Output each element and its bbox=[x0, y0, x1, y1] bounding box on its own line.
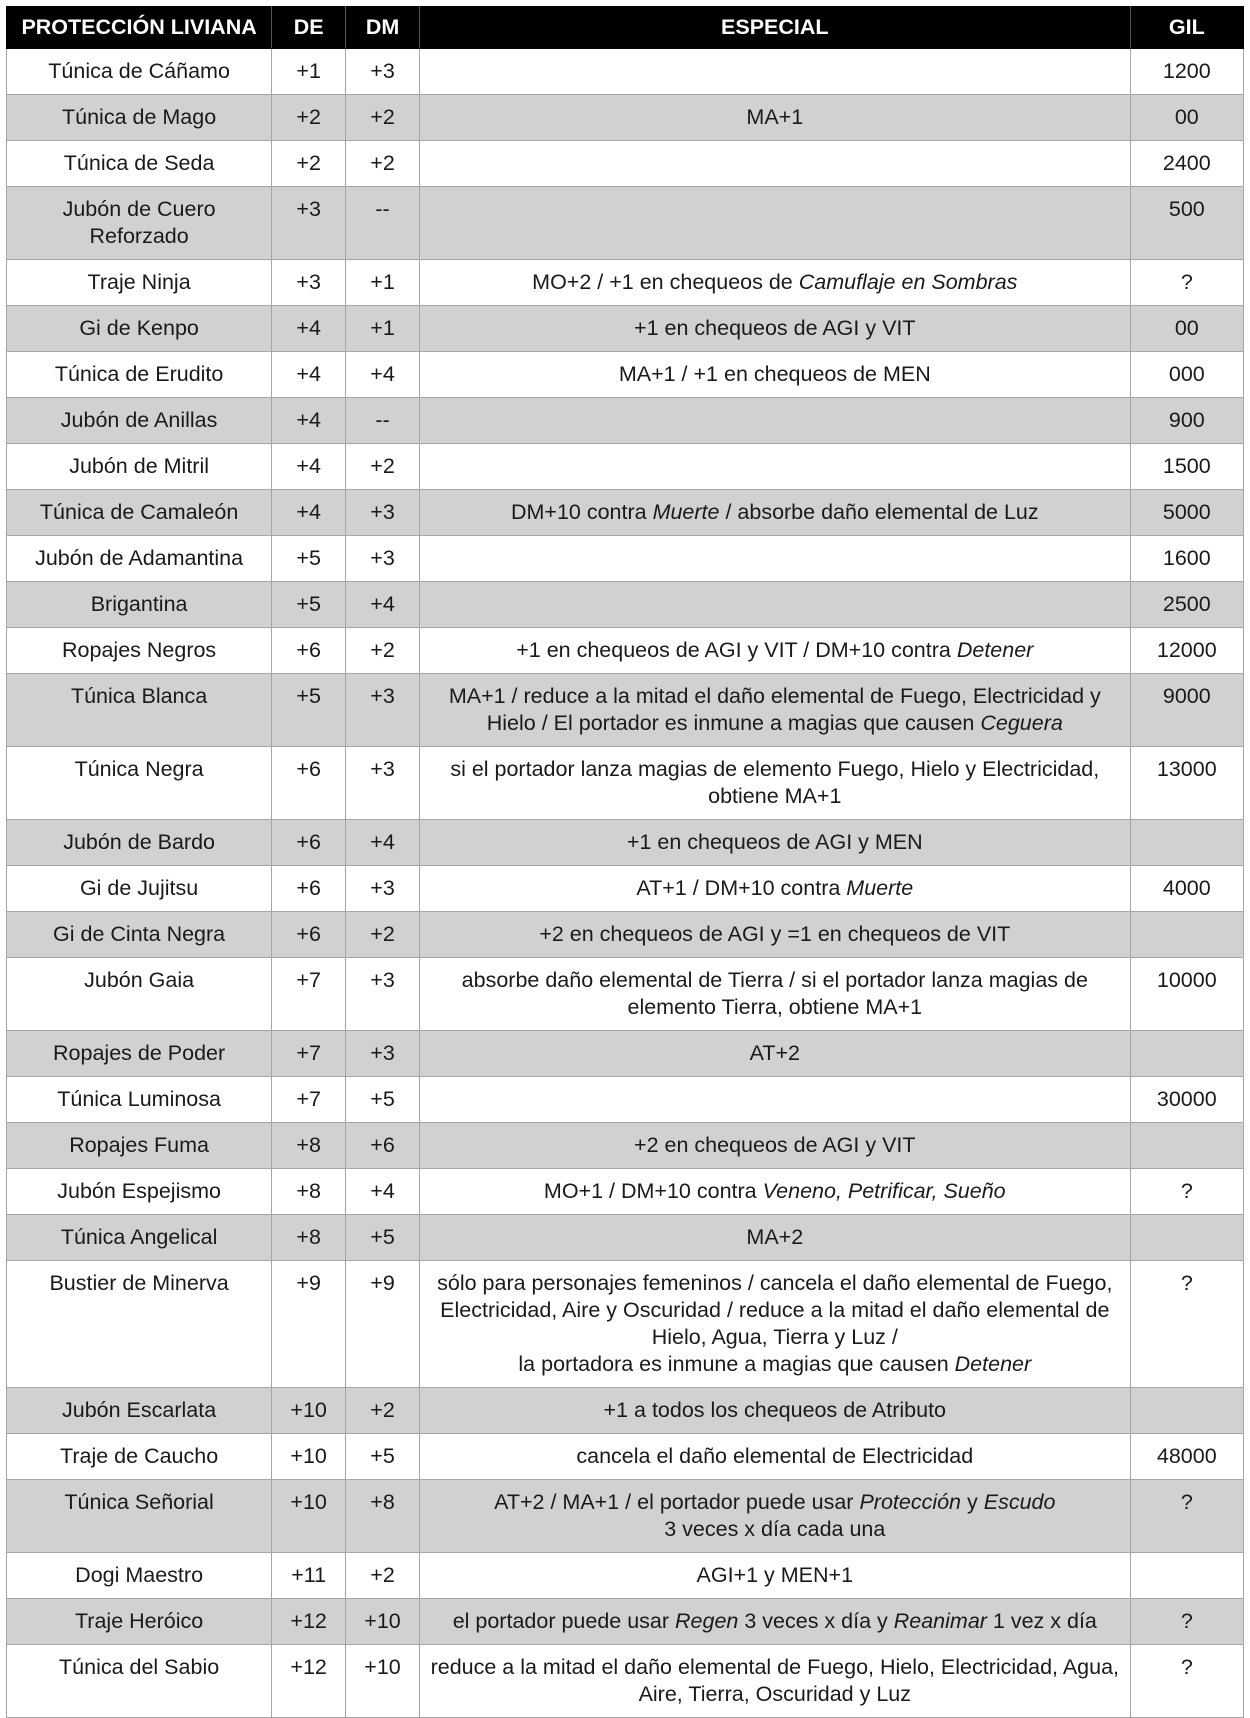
cell-name: Gi de Cinta Negra bbox=[7, 912, 272, 958]
cell-name: Túnica de Camaleón bbox=[7, 490, 272, 536]
cell-name: Túnica de Erudito bbox=[7, 352, 272, 398]
cell-de: +8 bbox=[272, 1215, 346, 1261]
table-row bbox=[7, 352, 1244, 398]
cell-de: +7 bbox=[272, 958, 346, 1031]
table-row bbox=[7, 1388, 1244, 1434]
cell-de: +7 bbox=[272, 1031, 346, 1077]
cell-name: Túnica Blanca bbox=[7, 674, 272, 747]
table-row bbox=[7, 1261, 1244, 1388]
cell-de: +3 bbox=[272, 260, 346, 306]
cell-de: +6 bbox=[272, 912, 346, 958]
table-row bbox=[7, 582, 1244, 628]
cell-name: Traje Ninja bbox=[7, 260, 272, 306]
table-row bbox=[7, 1434, 1244, 1480]
cell-gil: 30000 bbox=[1130, 1077, 1243, 1123]
cell-gil: 12000 bbox=[1130, 628, 1243, 674]
cell-name: Jubón de Mitril bbox=[7, 444, 272, 490]
cell-gil bbox=[1130, 912, 1243, 958]
cell-name: Jubón Espejismo bbox=[7, 1169, 272, 1215]
cell-gil bbox=[1130, 1031, 1243, 1077]
cell-de: +1 bbox=[272, 49, 346, 95]
cell-especial: +1 en chequeos de AGI y MEN bbox=[419, 820, 1130, 866]
italic-term: Camuflaje en Sombras bbox=[798, 270, 1018, 294]
cell-especial: si el portador lanza magias de elemento Fuego, Hielo y Electricidad, obtiene MA+1 bbox=[419, 747, 1130, 820]
cell-name: Jubón de Anillas bbox=[7, 398, 272, 444]
cell-de: +4 bbox=[272, 398, 346, 444]
cell-dm: +5 bbox=[346, 1215, 420, 1261]
cell-gil: 5000 bbox=[1130, 490, 1243, 536]
cell-especial: MO+1 / DM+10 contra Veneno, Petrificar, Sueño bbox=[419, 1169, 1130, 1215]
table-row bbox=[7, 490, 1244, 536]
cell-dm: +5 bbox=[346, 1434, 420, 1480]
cell-gil: 48000 bbox=[1130, 1434, 1243, 1480]
table-row bbox=[7, 820, 1244, 866]
cell-name: Ropajes Negros bbox=[7, 628, 272, 674]
table-header bbox=[7, 7, 1244, 49]
cell-especial: +1 en chequeos de AGI y VIT bbox=[419, 306, 1130, 352]
cell-especial: el portador puede usar Regen 3 veces x día y Reanimar 1 vez x día bbox=[419, 1599, 1130, 1645]
header-dm: DM bbox=[346, 7, 420, 49]
cell-dm: +10 bbox=[346, 1599, 420, 1645]
cell-dm: +2 bbox=[346, 95, 420, 141]
cell-especial: AT+2 bbox=[419, 1031, 1130, 1077]
cell-gil: 9000 bbox=[1130, 674, 1243, 747]
italic-term: Ceguera bbox=[980, 711, 1063, 735]
cell-de: +7 bbox=[272, 1077, 346, 1123]
cell-name: Brigantina bbox=[7, 582, 272, 628]
cell-de: +4 bbox=[272, 306, 346, 352]
cell-de: +6 bbox=[272, 866, 346, 912]
cell-name: Túnica Señorial bbox=[7, 1480, 272, 1553]
table-row bbox=[7, 958, 1244, 1031]
cell-name: Túnica de Seda bbox=[7, 141, 272, 187]
table-row bbox=[7, 628, 1244, 674]
cell-name: Túnica de Cáñamo bbox=[7, 49, 272, 95]
cell-especial: MA+2 bbox=[419, 1215, 1130, 1261]
cell-dm: +3 bbox=[346, 49, 420, 95]
cell-especial: MA+1 bbox=[419, 95, 1130, 141]
cell-de: +12 bbox=[272, 1645, 346, 1718]
table-row bbox=[7, 536, 1244, 582]
cell-especial bbox=[419, 141, 1130, 187]
cell-name: Jubón de Adamantina bbox=[7, 536, 272, 582]
cell-dm: +5 bbox=[346, 1077, 420, 1123]
italic-term: Muerte bbox=[652, 500, 720, 524]
cell-dm: +2 bbox=[346, 1553, 420, 1599]
cell-name: Túnica de Mago bbox=[7, 95, 272, 141]
cell-dm: +2 bbox=[346, 912, 420, 958]
table-row bbox=[7, 1215, 1244, 1261]
cell-gil: ? bbox=[1130, 1480, 1243, 1553]
cell-gil: 13000 bbox=[1130, 747, 1243, 820]
cell-de: +8 bbox=[272, 1169, 346, 1215]
cell-gil: 1600 bbox=[1130, 536, 1243, 582]
cell-especial: cancela el daño elemental de Electricidad bbox=[419, 1434, 1130, 1480]
cell-de: +5 bbox=[272, 582, 346, 628]
header-especial: ESPECIAL bbox=[419, 7, 1130, 49]
table-row bbox=[7, 1645, 1244, 1718]
cell-dm: +6 bbox=[346, 1123, 420, 1169]
cell-especial: MA+1 / reduce a la mitad el daño elemental de Fuego, Electricidad y Hielo / El portador es inmune a magias que causen Ceguera bbox=[419, 674, 1130, 747]
cell-gil bbox=[1130, 1215, 1243, 1261]
cell-especial bbox=[419, 444, 1130, 490]
cell-gil: 1500 bbox=[1130, 444, 1243, 490]
cell-gil: 2400 bbox=[1130, 141, 1243, 187]
cell-name: Túnica del Sabio bbox=[7, 1645, 272, 1718]
header-de: DE bbox=[272, 7, 346, 49]
table-row bbox=[7, 444, 1244, 490]
cell-gil: ? bbox=[1130, 1645, 1243, 1718]
cell-gil: 900 bbox=[1130, 398, 1243, 444]
cell-name: Traje de Caucho bbox=[7, 1434, 272, 1480]
cell-name: Traje Heróico bbox=[7, 1599, 272, 1645]
cell-especial bbox=[419, 49, 1130, 95]
cell-dm: -- bbox=[346, 187, 420, 260]
cell-especial: AT+1 / DM+10 contra Muerte bbox=[419, 866, 1130, 912]
cell-de: +3 bbox=[272, 187, 346, 260]
header-gil: GIL bbox=[1130, 7, 1243, 49]
table-row bbox=[7, 49, 1244, 95]
table-row bbox=[7, 747, 1244, 820]
cell-especial: +1 a todos los chequeos de Atributo bbox=[419, 1388, 1130, 1434]
cell-gil: 00 bbox=[1130, 95, 1243, 141]
cell-name: Túnica Angelical bbox=[7, 1215, 272, 1261]
cell-especial: MA+1 / +1 en chequeos de MEN bbox=[419, 352, 1130, 398]
cell-dm: +4 bbox=[346, 1169, 420, 1215]
cell-dm: +9 bbox=[346, 1261, 420, 1388]
table-row bbox=[7, 1123, 1244, 1169]
table-row bbox=[7, 674, 1244, 747]
cell-dm: +3 bbox=[346, 747, 420, 820]
cell-gil: 000 bbox=[1130, 352, 1243, 398]
cell-gil: 10000 bbox=[1130, 958, 1243, 1031]
cell-dm: +3 bbox=[346, 866, 420, 912]
cell-de: +4 bbox=[272, 490, 346, 536]
cell-dm: +4 bbox=[346, 582, 420, 628]
cell-de: +6 bbox=[272, 820, 346, 866]
italic-term: Muerte bbox=[846, 876, 914, 900]
cell-de: +8 bbox=[272, 1123, 346, 1169]
cell-name: Jubón Escarlata bbox=[7, 1388, 272, 1434]
italic-term: Escudo bbox=[983, 1490, 1056, 1514]
table-row bbox=[7, 1031, 1244, 1077]
cell-gil: 4000 bbox=[1130, 866, 1243, 912]
table-row bbox=[7, 306, 1244, 352]
cell-especial: sólo para personajes femeninos / cancela el daño elemental de Fuego, Electricidad, Aire y Oscuridad / reduce a la mitad el daño elemental de Hielo, Agua, Tierra y Luz / la portadora es inmune a magias que causen Detener bbox=[419, 1261, 1130, 1388]
table-row bbox=[7, 912, 1244, 958]
table-row bbox=[7, 95, 1244, 141]
cell-de: +12 bbox=[272, 1599, 346, 1645]
cell-de: +6 bbox=[272, 747, 346, 820]
cell-de: +9 bbox=[272, 1261, 346, 1388]
cell-de: +4 bbox=[272, 444, 346, 490]
cell-especial bbox=[419, 536, 1130, 582]
cell-de: +4 bbox=[272, 352, 346, 398]
cell-name: Ropajes Fuma bbox=[7, 1123, 272, 1169]
cell-de: +5 bbox=[272, 536, 346, 582]
cell-especial: MO+2 / +1 en chequeos de Camuflaje en Sombras bbox=[419, 260, 1130, 306]
cell-dm: +3 bbox=[346, 958, 420, 1031]
cell-gil: ? bbox=[1130, 260, 1243, 306]
cell-dm: +2 bbox=[346, 1388, 420, 1434]
cell-especial bbox=[419, 582, 1130, 628]
cell-dm: +1 bbox=[346, 260, 420, 306]
cell-gil bbox=[1130, 1123, 1243, 1169]
cell-de: +6 bbox=[272, 628, 346, 674]
cell-dm: +1 bbox=[346, 306, 420, 352]
cell-dm: +3 bbox=[346, 536, 420, 582]
italic-term: Protección bbox=[859, 1490, 962, 1514]
cell-gil bbox=[1130, 820, 1243, 866]
cell-dm: +4 bbox=[346, 352, 420, 398]
cell-gil: ? bbox=[1130, 1261, 1243, 1388]
cell-de: +5 bbox=[272, 674, 346, 747]
cell-especial bbox=[419, 1077, 1130, 1123]
cell-name: Jubón de Cuero Reforzado bbox=[7, 187, 272, 260]
cell-especial bbox=[419, 398, 1130, 444]
table-row bbox=[7, 187, 1244, 260]
table-row bbox=[7, 1169, 1244, 1215]
cell-gil: ? bbox=[1130, 1599, 1243, 1645]
cell-especial: AGI+1 y MEN+1 bbox=[419, 1553, 1130, 1599]
table-row bbox=[7, 141, 1244, 187]
cell-dm: +2 bbox=[346, 444, 420, 490]
table-row bbox=[7, 260, 1244, 306]
cell-de: +10 bbox=[272, 1388, 346, 1434]
italic-term: Veneno, Petrificar, Sueño bbox=[762, 1179, 1006, 1203]
italic-term: Regen bbox=[675, 1609, 739, 1633]
cell-gil: 00 bbox=[1130, 306, 1243, 352]
cell-dm: +3 bbox=[346, 674, 420, 747]
table-row bbox=[7, 866, 1244, 912]
light-protection-table bbox=[6, 6, 1244, 1718]
cell-name: Dogi Maestro bbox=[7, 1553, 272, 1599]
cell-especial: DM+10 contra Muerte / absorbe daño elemental de Luz bbox=[419, 490, 1130, 536]
cell-dm: -- bbox=[346, 398, 420, 444]
cell-dm: +8 bbox=[346, 1480, 420, 1553]
cell-gil: 2500 bbox=[1130, 582, 1243, 628]
header-row bbox=[7, 7, 1244, 49]
cell-gil: 1200 bbox=[1130, 49, 1243, 95]
table-body bbox=[7, 49, 1244, 1718]
table-row bbox=[7, 398, 1244, 444]
cell-de: +10 bbox=[272, 1434, 346, 1480]
cell-especial bbox=[419, 187, 1130, 260]
cell-name: Gi de Jujitsu bbox=[7, 866, 272, 912]
italic-term: Detener bbox=[956, 638, 1034, 662]
cell-gil bbox=[1130, 1553, 1243, 1599]
cell-name: Jubón Gaia bbox=[7, 958, 272, 1031]
cell-name: Ropajes de Poder bbox=[7, 1031, 272, 1077]
cell-dm: +2 bbox=[346, 141, 420, 187]
cell-de: +2 bbox=[272, 95, 346, 141]
cell-dm: +3 bbox=[346, 490, 420, 536]
cell-especial: +2 en chequeos de AGI y VIT bbox=[419, 1123, 1130, 1169]
cell-especial: absorbe daño elemental de Tierra / si el portador lanza magias de elemento Tierra, obtiene MA+1 bbox=[419, 958, 1130, 1031]
cell-gil bbox=[1130, 1388, 1243, 1434]
cell-dm: +10 bbox=[346, 1645, 420, 1718]
cell-gil: ? bbox=[1130, 1169, 1243, 1215]
cell-especial: +1 en chequeos de AGI y VIT / DM+10 contra Detener bbox=[419, 628, 1130, 674]
cell-name: Túnica Luminosa bbox=[7, 1077, 272, 1123]
cell-name: Gi de Kenpo bbox=[7, 306, 272, 352]
cell-dm: +4 bbox=[346, 820, 420, 866]
table-row bbox=[7, 1077, 1244, 1123]
cell-dm: +2 bbox=[346, 628, 420, 674]
header-protection: PROTECCIÓN LIVIANA bbox=[7, 7, 272, 49]
cell-especial: AT+2 / MA+1 / el portador puede usar Protección y Escudo 3 veces x día cada una bbox=[419, 1480, 1130, 1553]
table-row bbox=[7, 1599, 1244, 1645]
cell-name: Bustier de Minerva bbox=[7, 1261, 272, 1388]
italic-term: Detener bbox=[954, 1352, 1032, 1376]
table-row bbox=[7, 1480, 1244, 1553]
cell-dm: +3 bbox=[346, 1031, 420, 1077]
cell-especial: +2 en chequeos de AGI y =1 en chequeos de VIT bbox=[419, 912, 1130, 958]
cell-name: Jubón de Bardo bbox=[7, 820, 272, 866]
italic-term: Reanimar bbox=[893, 1609, 987, 1633]
cell-de: +11 bbox=[272, 1553, 346, 1599]
cell-name: Túnica Negra bbox=[7, 747, 272, 820]
cell-especial: reduce a la mitad el daño elemental de Fuego, Hielo, Electricidad, Agua, Aire, Tierra, Oscuridad y Luz bbox=[419, 1645, 1130, 1718]
table-row bbox=[7, 1553, 1244, 1599]
cell-de: +2 bbox=[272, 141, 346, 187]
cell-gil: 500 bbox=[1130, 187, 1243, 260]
cell-de: +10 bbox=[272, 1480, 346, 1553]
